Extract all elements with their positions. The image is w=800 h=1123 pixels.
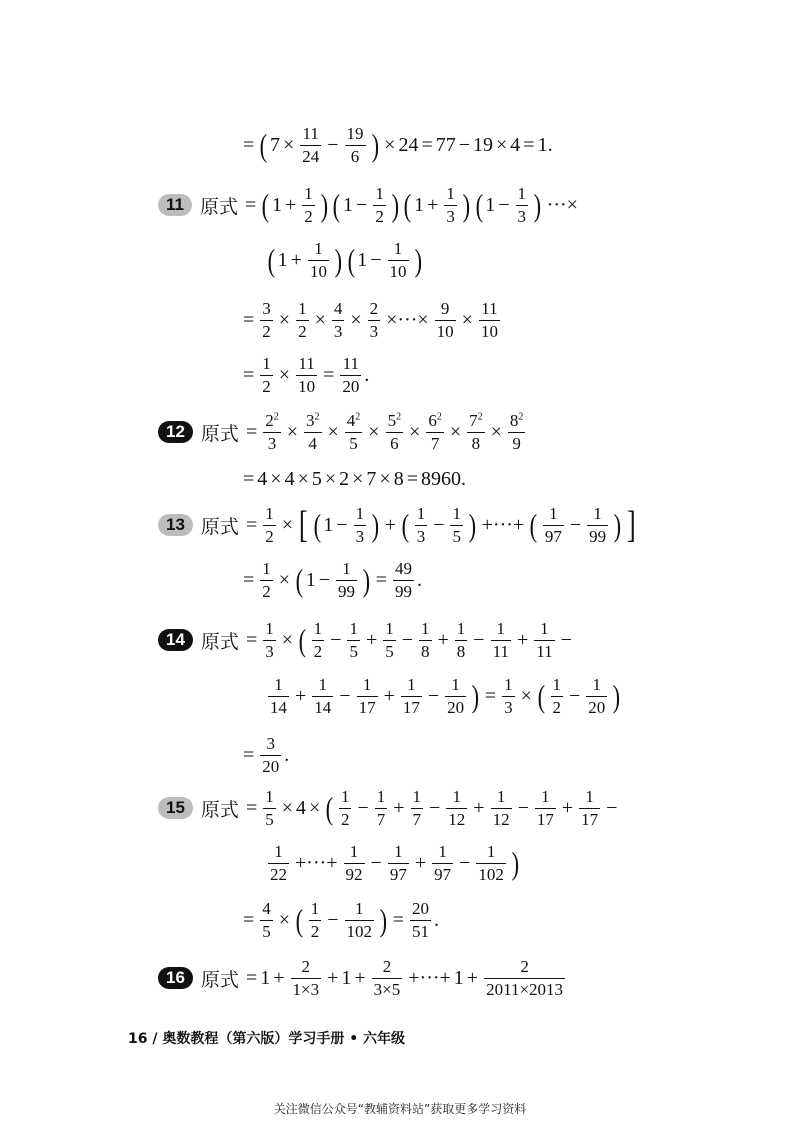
problem-15-line1: 15 原式 = $\frac{1}{5}$ × 4 × ( $\frac{1}{2}$ − $\frac{1}{7}$ + $\frac{1}{7}$ − $\frac{1}{12}$ + $\frac{1}{12}$ − $\frac{1}{17}$ + $\frac{1}{17}$ − [158,788,620,829]
problem-13-line1: 13 原式 = $\frac{1}{2}$ × [ ( 1 − $\frac{1}{3}$ ) + ( $\frac{1}{3}$ − $\frac{1}{5}$ ) +···+ ( $\frac{1}{97}$ − $\frac{1}{99}$ ) ] [158,505,638,546]
problem-15-line3: = $\frac{4}{5}$ × ( $\frac{1}{2}$ − $\frac{1}{102}$ ) = $\frac{20}{51}$ . [243,899,439,941]
book-title: / 奥数教程（第六版）学习手册 • 六年级 [152,1031,406,1047]
yuanshi-label: 原式 [200,422,239,445]
yuanshi-label: 原式 [199,195,238,218]
problem-11-line4: = $\frac{1}{2}$ × $\frac{11}{10}$ = $\frac{11}{20}$ . [243,354,370,396]
problem-number-13: 13 [158,514,193,536]
problem-14-line3: = $\frac{3}{20}$ . [243,734,290,776]
yuanshi-label: 原式 [200,515,239,538]
problem-number-16: 16 [158,967,193,989]
problem-number-11: 11 [158,194,192,216]
page-number: 16 [128,1031,148,1047]
yuanshi-label: 原式 [200,968,239,991]
problem-16-line1: 16 原式 = 1 + $\frac{2}{1\times 3}$ + 1 + $\frac{2}{3\times 5}$ +···+ 1 + $\frac{2}{2011\times 2013}$ [158,958,568,999]
problem-number-14: 14 [158,629,193,651]
problem-13-line2: = $\frac{1}{2}$ × ( 1 − $\frac{1}{99}$ ) = $\frac{49}{99}$ . [243,559,422,601]
yuanshi-label: 原式 [200,798,239,821]
problem-12-line2: = 4 × 4 × 5 × 2 × 7 × 8 = 8960. [243,468,466,490]
problem-number-15: 15 [158,797,193,819]
problem-11-line1: 11 原式 = ( 1 + $\frac{1}{2}$ ) ( 1 − $\frac{1}{2}$ ) ( 1 + $\frac{1}{3}$ ) ( 1 − $\frac{1}{3}$ ) ···× [158,185,581,226]
problem-number-12: 12 [158,421,193,443]
problem-14-line2: $\frac{1}{14}$ + $\frac{1}{14}$ − $\frac{1}{17}$ + $\frac{1}{17}$ − $\frac{1}{20}$ ) = $\frac{1}{3}$ × ( $\frac{1}{2}$ − $\frac{1}{20}$ ) [270,675,621,717]
eq10-line: = ( 7 × $\frac{11}{24}$ − $\frac{19}{6}$ ) × 24 = 77 − 19 × 4 = 1. [243,124,553,166]
yuanshi-label: 原式 [200,630,239,653]
wechat-note: 关注微信公众号“教辅资料站”获取更多学习资料 [273,1102,527,1116]
problem-15-line2: $\frac{1}{22}$ +···+ $\frac{1}{92}$ − $\frac{1}{97}$ + $\frac{1}{97}$ − $\frac{1}{102}$ ) [270,842,519,884]
problem-14-line1: 14 原式 = $\frac{1}{3}$ × ( $\frac{1}{2}$ − $\frac{1}{5}$ + $\frac{1}{5}$ − $\frac{1}{8}$ + $\frac{1}{8}$ − $\frac{1}{11}$ + $\frac{1}{11}$ − [158,620,575,661]
problem-12-line1: 12 原式 = $\frac{2^2}{3}$ × $\frac{3^2}{4}$ × $\frac{4^2}{5}$ × $\frac{5^2}{6}$ × $\frac{6^2}{7}$ × $\frac{7^2}{8}$ × $\frac{8^2}{9}$ [158,412,528,453]
problem-11-line2: ( 1 + $\frac{1}{10}$ ) ( 1 − $\frac{1}{10}$ ) [267,239,422,281]
problem-11-line3: = $\frac{3}{2}$ × $\frac{1}{2}$ × $\frac{4}{3}$ × $\frac{2}{3}$ ×···× $\frac{9}{10}$ × $\frac{11}{10}$ [243,299,498,341]
page-footer [128,1028,405,1048]
